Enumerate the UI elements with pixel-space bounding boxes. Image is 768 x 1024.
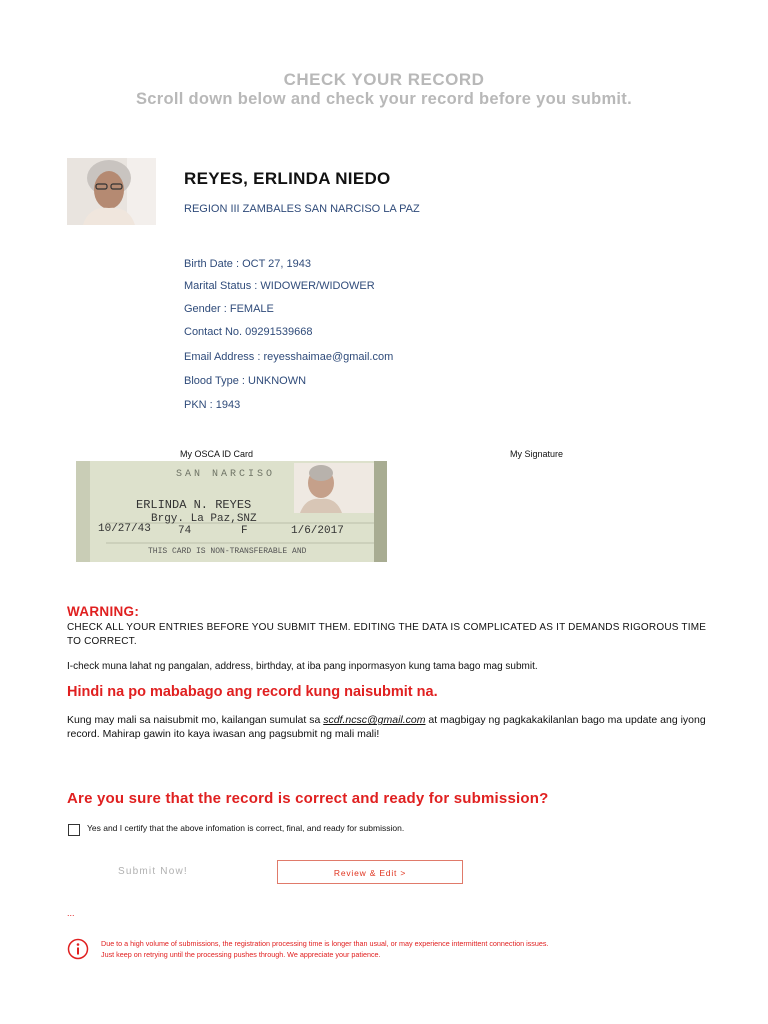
id-card-name: ERLINDA N. REYES bbox=[136, 498, 252, 512]
record-region: REGION III ZAMBALES SAN NARCISO LA PAZ bbox=[184, 203, 420, 215]
info-icon bbox=[67, 938, 89, 960]
id-card-birthdate: 10/27/43 bbox=[98, 523, 151, 535]
instructions-pre: Kung may mali sa naisubmit mo, kailangan sumulat sa bbox=[67, 714, 324, 726]
page-subtitle: Scroll down below and check your record before you submit. bbox=[136, 90, 632, 108]
id-card-age: 74 bbox=[178, 525, 192, 537]
id-card-issued: 1/6/2017 bbox=[291, 525, 344, 537]
id-card-footer: THIS CARD IS NON-TRANSFERABLE AND bbox=[148, 547, 307, 556]
record-name: REYES, ERLINDA NIEDO bbox=[184, 169, 391, 188]
warning-tagalog: I-check muna lahat ng pangalan, address, birthday, at iba pang inpormasyon kung tama bago mag submit. bbox=[67, 661, 538, 672]
birth-date-field: Birth Date : OCT 27, 1943 bbox=[184, 258, 311, 270]
id-card-sex: F bbox=[241, 525, 248, 537]
page-title: CHECK YOUR RECORD bbox=[283, 70, 485, 89]
email-field: Email Address : reyesshaimae@gmail.com bbox=[184, 351, 394, 363]
warning-title: WARNING: bbox=[67, 604, 140, 619]
profile-photo bbox=[67, 158, 156, 225]
osca-id-label: My OSCA ID Card bbox=[180, 449, 254, 459]
id-card-town: SAN NARCISO bbox=[176, 469, 276, 480]
warning-emphasis: Hindi na po mababago ang record kung naisubmit na. bbox=[67, 684, 438, 700]
submit-button[interactable]: Submit Now! bbox=[118, 866, 188, 877]
id-card-address: Brgy. La Paz,SNZ bbox=[151, 513, 257, 525]
warning-text: CHECK ALL YOUR ENTRIES BEFORE YOU SUBMIT THEM. EDITING THE DATA IS COMPLICATED AS IT DEMANDS RIGOROUS TIME TO CORRECT. bbox=[67, 622, 707, 647]
blood-type-field: Blood Type : UNKNOWN bbox=[184, 375, 307, 387]
processing-notice bbox=[101, 938, 701, 960]
confirm-question: Are you sure that the record is correct and ready for submission? bbox=[67, 790, 549, 807]
pkn-field: PKN : 1943 bbox=[184, 399, 241, 411]
correction-instructions bbox=[67, 713, 727, 741]
certify-checkbox[interactable] bbox=[68, 824, 80, 836]
notice-line-2: Just keep on retrying until the processing pushes through. We appreciate your patience. bbox=[101, 950, 381, 959]
gender-field: Gender : FEMALE bbox=[184, 303, 274, 315]
signature-label: My Signature bbox=[510, 449, 564, 459]
notice-line-1: Due to a high volume of submissions, the registration processing time is longer than usual, or may experience intermittent connection issues. bbox=[101, 939, 549, 948]
certify-checkbox-label[interactable]: Yes and I certify that the above infomation is correct, final, and ready for submission. bbox=[87, 823, 405, 833]
contact-field: Contact No. 09291539668 bbox=[184, 326, 313, 338]
loading-dots: ... bbox=[67, 908, 75, 918]
review-edit-button[interactable]: Review & Edit > bbox=[277, 860, 463, 884]
osca-id-card-image bbox=[76, 461, 387, 562]
support-email-link[interactable]: scdf.ncsc@gmail.com bbox=[323, 714, 426, 726]
instructions-post: at magbigay ng pagkakakilanlan bago ma update ang iyong record. Mahirap gawin ito kaya iwasan ang pagsubmit ng mali mali! bbox=[67, 714, 706, 740]
marital-status-field: Marital Status : WIDOWER/WIDOWER bbox=[184, 280, 375, 292]
